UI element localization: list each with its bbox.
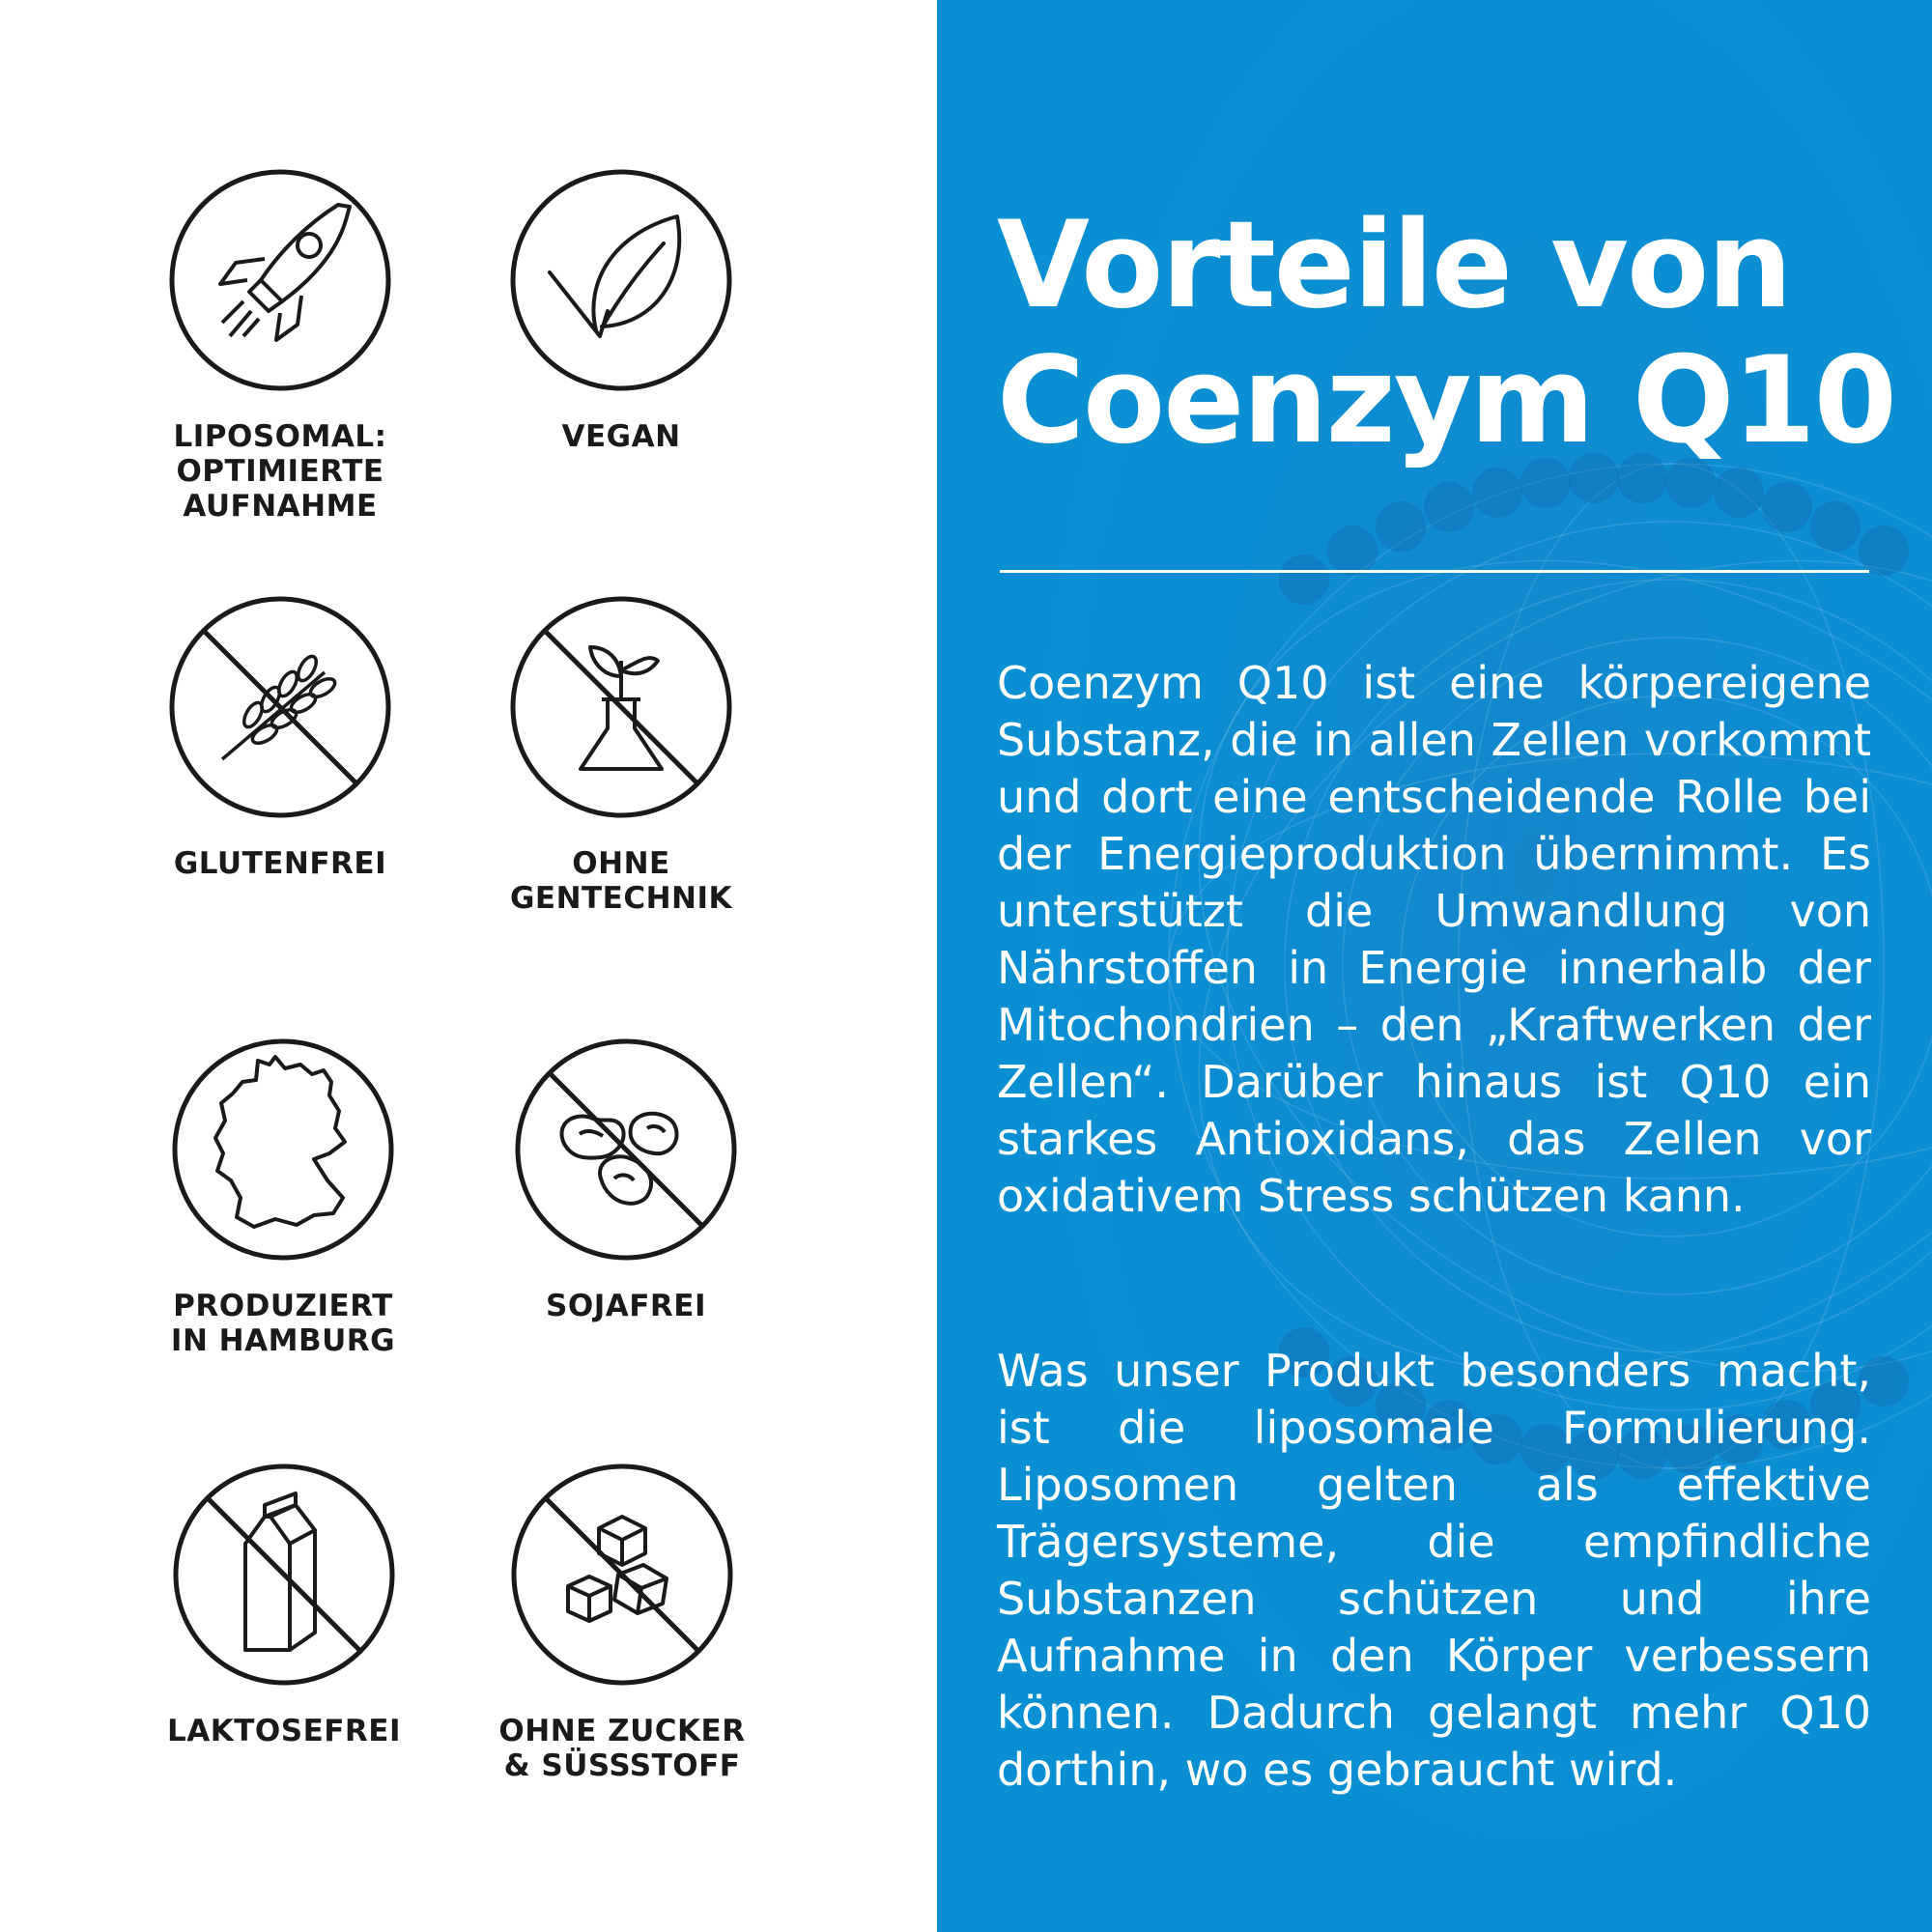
feature-laktosefrei [139,1461,429,1748]
feature-label: GLUTENFREI [173,846,387,881]
germany-map-icon [169,1036,397,1264]
feature-sojafrei [481,1036,771,1323]
crossed-milk-carton-icon [170,1461,398,1689]
leaf-check-icon [507,166,735,394]
feature-label: PRODUZIERT IN HAMBURG [170,1289,396,1358]
divider-line [1000,570,1869,573]
crossed-soybean-icon [512,1036,740,1264]
feature-hamburg [138,1036,428,1358]
feature-vegan [476,166,766,454]
feature-glutenfrei [135,593,425,881]
feature-gentechnik [476,593,766,916]
feature-zucker [477,1461,767,1783]
crossed-sugar-cubes-icon [508,1461,736,1689]
crossed-wheat-icon [166,593,394,821]
crossed-flask-plant-icon [507,593,735,821]
feature-label: SOJAFREI [546,1289,706,1323]
rocket-icon [166,166,394,394]
feature-label: LAKTOSEFREI [166,1714,402,1748]
feature-label: VEGAN [561,419,681,454]
info-panel [937,0,1932,1932]
features-panel [0,0,937,1932]
paragraph-1: Coenzym Q10 ist eine körpereigene Substanz, die in allen Zellen vorkommt und dort eine entscheidende Rolle bei der Energieproduktion übernimmt. Es unterstützt die Umwandlung von Nährstoffen in Energie innerhalb der Mitochondrien – den „Kraftwerken der Zellen“. Darüber hinaus ist Q10 ein starkes Antioxidans, das Zellen vor oxidativem Stress schützen kann. [997,657,1871,1222]
feature-label: OHNE GENTECHNIK [509,846,733,916]
headline: Vorteile von Coenzym Q10 [997,196,1895,470]
feature-liposomal [135,166,425,524]
feature-label: LIPOSOMAL: OPTIMIERTE AUFNAHME [173,419,387,524]
paragraph-2: Was unser Produkt besonders macht, ist die liposomale Formulierung. Liposomen gelten als effektive Trägersysteme, die empfindliche Substanzen schützen und ihre Aufnahme in den Körper verbessern können. Dadurch gelangt mehr Q10 dorthin, wo es gebraucht wird. [997,1345,1871,1796]
feature-label: OHNE ZUCKER & SÜSSSTOFF [498,1714,746,1783]
